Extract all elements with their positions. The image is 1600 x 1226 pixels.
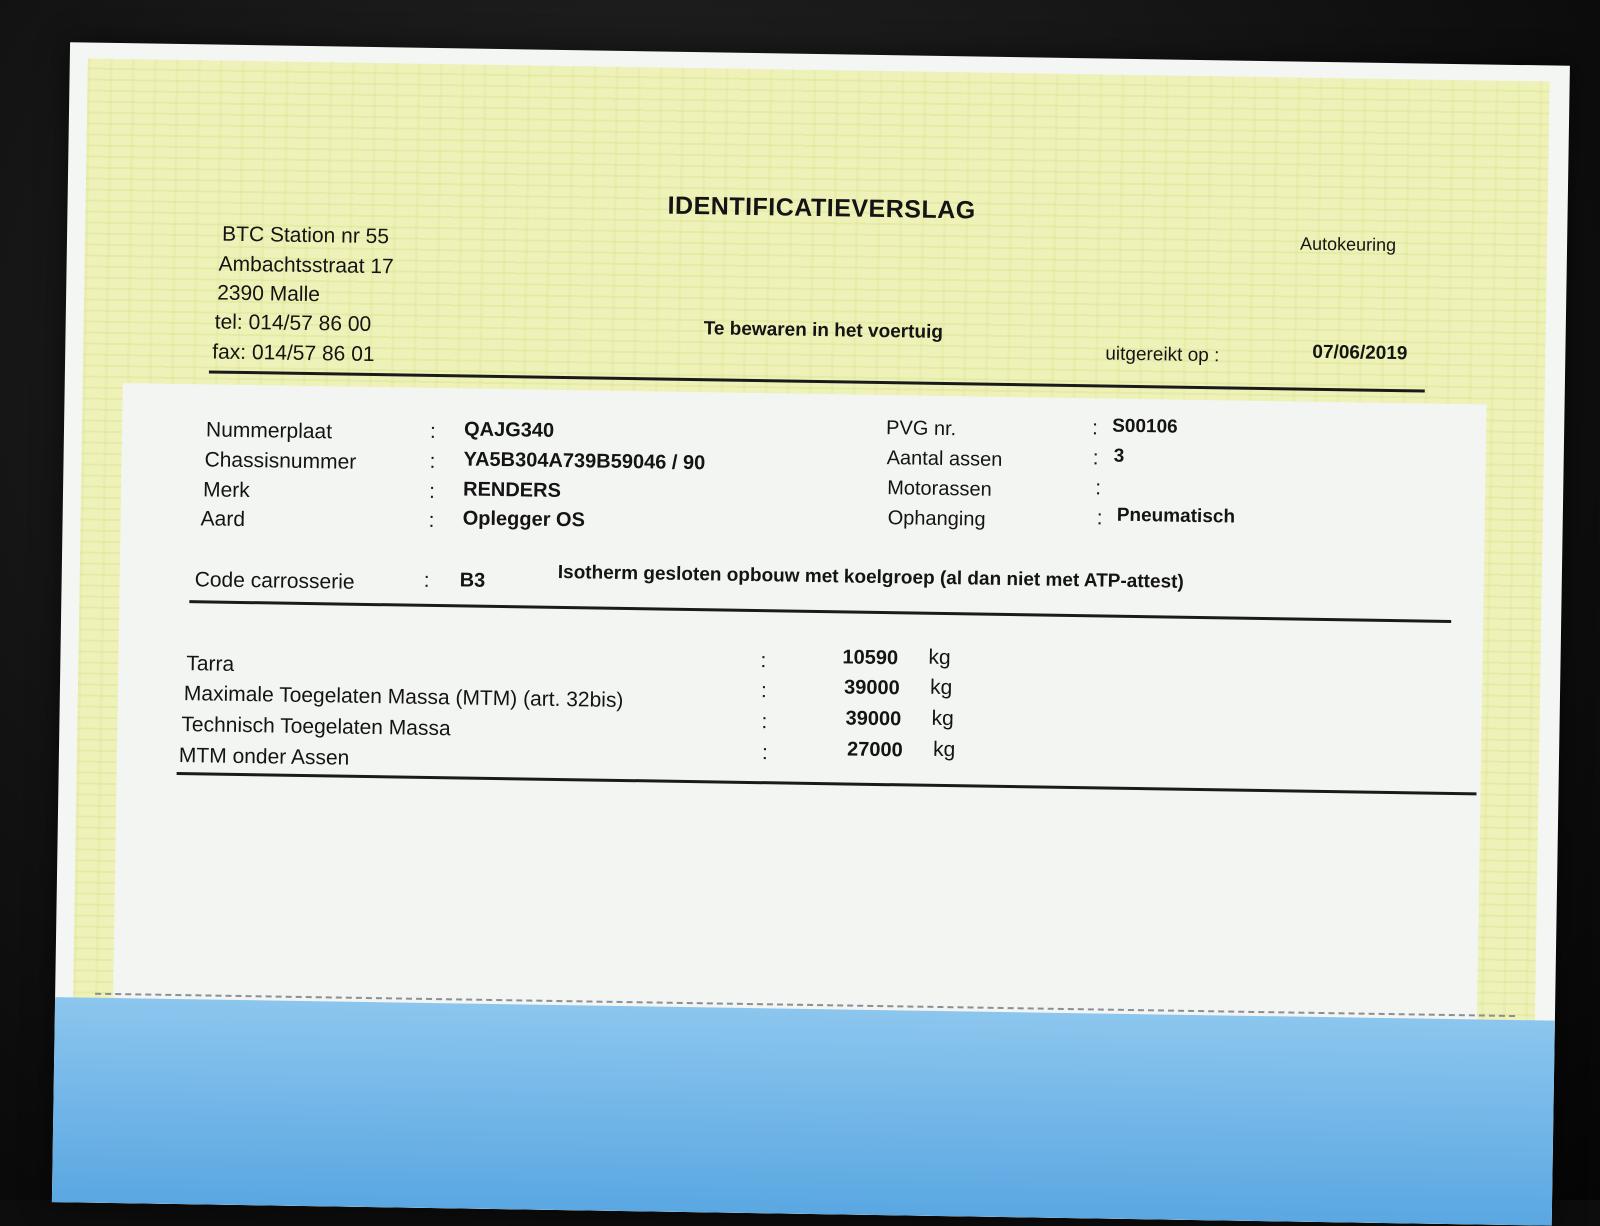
colon: : [760, 649, 767, 673]
document-title: IDENTIFICATIEVERSLAG [667, 191, 976, 225]
chassis-label: Chassisnummer [204, 448, 357, 474]
plate-value: QAJG340 [463, 418, 555, 442]
mass-row-unit: kg [931, 706, 954, 731]
colon: : [429, 449, 436, 474]
mass-row-label: MTM onder Assen [178, 744, 350, 770]
mass-row-value: 39000 [845, 707, 902, 731]
station-tel: tel: 014/57 86 00 [214, 310, 372, 336]
mass-row-unit: kg [932, 737, 956, 762]
colon: : [1092, 446, 1099, 470]
colon: : [761, 710, 768, 734]
motor-axles-label: Motorassen [887, 477, 992, 501]
suspension-value: Pneumatisch [1116, 504, 1236, 528]
axle-count-label: Aantal assen [886, 447, 1003, 471]
colon: : [1095, 476, 1102, 500]
keep-in-vehicle-notice: Te bewaren in het voertuig [703, 318, 944, 343]
mass-row-value: 39000 [843, 676, 900, 700]
header-divider [209, 370, 1425, 392]
mass-section-divider [177, 772, 1477, 795]
document-category: Autokeuring [1299, 233, 1397, 256]
colon: : [760, 679, 768, 703]
mass-row-unit: kg [928, 645, 951, 670]
suspension-label: Ophanging [887, 507, 986, 531]
colon: : [429, 419, 437, 444]
brand-value: RENDERS [462, 478, 562, 502]
mass-row-value: 27000 [846, 738, 903, 762]
colon: : [428, 479, 436, 504]
bodywork-code-label: Code carrosserie [194, 568, 355, 594]
colon: : [1091, 416, 1099, 440]
station-street: Ambachtsstraat 17 [218, 252, 394, 279]
vehicle-section-divider [189, 600, 1451, 623]
plate-label: Nummerplaat [205, 418, 333, 444]
mass-row-label: Maximale Toegelaten Massa (MTM) (art. 32bis) [183, 682, 624, 712]
brand-label: Merk [202, 478, 250, 503]
colon: : [761, 741, 769, 765]
mass-row-label: Tarra [186, 652, 235, 676]
mass-row-label: Technisch Toegelaten Massa [181, 713, 451, 741]
station-city: 2390 Malle [216, 281, 321, 307]
type-value: Oplegger OS [462, 507, 586, 532]
chassis-value: YA5B304A739B59046 / 90 [463, 448, 706, 475]
type-label: Aard [200, 507, 246, 532]
axle-count-value: 3 [1113, 445, 1125, 467]
identification-report-paper [52, 42, 1570, 1225]
colon: : [423, 568, 430, 592]
pvg-label: PVG nr. [885, 417, 957, 441]
issued-label: uitgereikt op : [1105, 343, 1220, 367]
issued-date: 07/06/2019 [1312, 341, 1408, 365]
station-line: BTC Station nr 55 [221, 222, 390, 249]
colon: : [428, 508, 435, 533]
bodywork-description: Isotherm gesloten opbouw met koelgroep (al dan niet met ATP-attest) [557, 561, 1184, 593]
bodywork-code-value: B3 [459, 569, 486, 592]
mass-row-value: 10590 [842, 646, 899, 670]
station-fax: fax: 014/57 86 01 [212, 340, 375, 367]
pvg-value: S00106 [1112, 415, 1178, 438]
mass-row-unit: kg [929, 675, 953, 700]
colon: : [1096, 506, 1103, 530]
